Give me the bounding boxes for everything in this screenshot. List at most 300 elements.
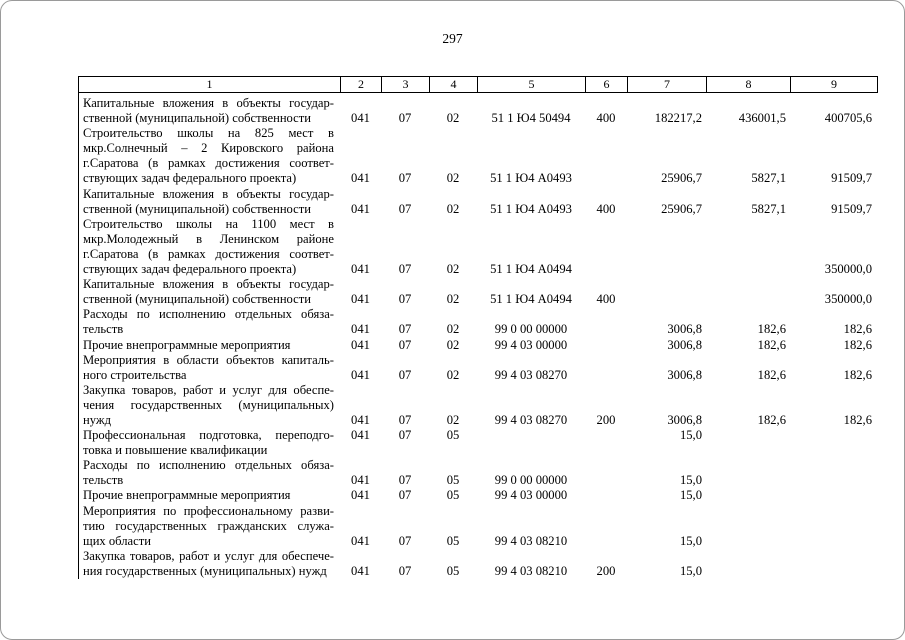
value-cell <box>585 307 627 322</box>
value-cell <box>706 443 790 458</box>
table-line <box>79 534 878 549</box>
value-cell <box>340 458 381 473</box>
value-cell <box>429 141 477 156</box>
table-body <box>78 93 878 579</box>
value-cell: 182,6 <box>843 412 872 427</box>
description-cell: Строительство школы на 1100 мест в <box>83 216 334 231</box>
table-line <box>79 277 878 292</box>
value-cell <box>627 504 706 519</box>
value-cell <box>790 519 876 534</box>
value-cell: 041 <box>351 563 370 578</box>
description-cell: Расходы по исполнению отдельных обяза- <box>83 458 334 473</box>
value-cell: 3006,8 <box>667 412 702 427</box>
value-cell <box>381 96 429 111</box>
value-cell <box>477 187 585 202</box>
value-cell: 05 <box>446 428 460 443</box>
value-cell <box>627 232 706 247</box>
description-cell: Прочие внепрограммные мероприятия <box>83 337 291 352</box>
value-cell <box>627 156 706 171</box>
value-cell <box>340 504 381 519</box>
value-cell: 400 <box>596 111 616 126</box>
value-cell <box>627 262 706 277</box>
budget-table <box>78 76 878 579</box>
value-cell <box>585 534 627 549</box>
value-cell <box>340 217 381 232</box>
value-cell <box>429 156 477 171</box>
value-cell <box>706 307 790 322</box>
value-cell <box>790 277 876 292</box>
value-cell <box>627 217 706 232</box>
table-line <box>79 413 878 428</box>
description-cell: Мероприятия в области объектов капиталь- <box>83 352 334 367</box>
value-cell: 15,0 <box>679 563 702 578</box>
value-cell <box>340 187 381 202</box>
value-cell: 51 1 Ю4 А0494 <box>490 292 572 307</box>
value-cell <box>706 519 790 534</box>
description-cell: Строительство школы на 825 мест в <box>83 126 334 141</box>
value-cell <box>340 443 381 458</box>
value-cell <box>585 126 627 141</box>
value-cell <box>585 488 627 503</box>
description-cell: Капитальные вложения в объекты государ- <box>83 96 334 110</box>
value-cell: 99 4 03 08270 <box>494 367 568 382</box>
value-cell <box>706 458 790 473</box>
value-cell: 07 <box>398 201 412 216</box>
value-cell <box>340 307 381 322</box>
value-cell <box>477 156 585 171</box>
value-cell <box>627 519 706 534</box>
description-cell: ствующих задач федерального проекта) <box>83 262 297 277</box>
value-cell: 041 <box>351 111 370 126</box>
value-cell: 05 <box>446 563 460 578</box>
value-cell: 99 4 03 00000 <box>494 488 568 503</box>
value-cell <box>340 156 381 171</box>
value-cell <box>477 443 585 458</box>
value-cell: 25906,7 <box>661 171 702 186</box>
value-cell <box>429 96 477 111</box>
description-cell: Профессиональная подготовка, переподго- <box>83 428 334 443</box>
value-cell <box>381 504 429 519</box>
value-cell <box>790 443 876 458</box>
value-cell: 182,6 <box>843 367 872 382</box>
value-cell <box>627 398 706 413</box>
value-cell <box>381 307 429 322</box>
value-cell: 07 <box>398 337 412 352</box>
value-cell: 07 <box>398 488 412 503</box>
value-cell <box>790 353 876 368</box>
value-cell <box>627 307 706 322</box>
value-cell: 07 <box>398 367 412 382</box>
value-cell <box>706 383 790 398</box>
description-cell: товка и повышение квалификации <box>83 443 268 458</box>
value-cell <box>585 473 627 488</box>
value-cell <box>429 398 477 413</box>
value-cell: 041 <box>351 473 370 488</box>
description-cell: ствующих задач федерального проекта) <box>83 171 297 186</box>
description-cell: г.Саратова (в рамках достижения соответ- <box>83 156 334 171</box>
value-cell <box>790 488 876 503</box>
value-cell <box>706 534 790 549</box>
value-cell: 07 <box>398 428 412 443</box>
value-cell <box>706 549 790 564</box>
value-cell <box>790 187 876 202</box>
value-cell: 5827,1 <box>751 201 786 216</box>
value-cell <box>381 443 429 458</box>
header-cell: 6 <box>586 77 628 92</box>
value-cell <box>429 307 477 322</box>
value-cell: 02 <box>446 171 460 186</box>
value-cell <box>585 322 627 337</box>
value-cell <box>429 247 477 262</box>
value-cell <box>477 277 585 292</box>
description-cell: тию государственных гражданских служа- <box>83 518 334 533</box>
value-cell <box>585 96 627 111</box>
table-line <box>79 322 878 337</box>
value-cell <box>381 247 429 262</box>
value-cell: 51 1 Ю4 А0494 <box>490 262 572 277</box>
table-line <box>79 247 878 262</box>
description-cell: мкр.Солнечный – 2 Кировского района <box>83 141 334 156</box>
value-cell <box>585 187 627 202</box>
description-cell: Закупка товаров, работ и услуг для обеспе- <box>83 382 334 397</box>
value-cell <box>627 443 706 458</box>
value-cell: 91509,7 <box>831 171 872 186</box>
value-cell: 041 <box>351 292 370 307</box>
value-cell <box>627 277 706 292</box>
value-cell: 07 <box>398 111 412 126</box>
value-cell <box>340 549 381 564</box>
description-cell: ственной (муниципальной) собственности <box>83 292 311 307</box>
value-cell: 05 <box>446 533 460 548</box>
value-cell <box>585 504 627 519</box>
value-cell <box>627 353 706 368</box>
value-cell <box>627 141 706 156</box>
description-cell: ственной (муниципальной) собственности <box>83 201 311 216</box>
header-cell: 7 <box>628 77 707 92</box>
value-cell <box>381 277 429 292</box>
value-cell: 041 <box>351 171 370 186</box>
value-cell <box>706 156 790 171</box>
description-cell: Расходы по исполнению отдельных обяза- <box>83 307 334 322</box>
value-cell <box>790 247 876 262</box>
value-cell: 51 1 Ю4 А0493 <box>490 201 572 216</box>
value-cell: 91509,7 <box>831 201 872 216</box>
table-header <box>78 76 878 93</box>
value-cell: 15,0 <box>679 533 702 548</box>
value-cell: 350000,0 <box>824 262 872 277</box>
value-cell: 07 <box>398 533 412 548</box>
value-cell <box>627 96 706 111</box>
description-cell: нужд <box>83 412 111 427</box>
value-cell <box>340 96 381 111</box>
value-cell: 041 <box>351 488 370 503</box>
value-cell <box>429 443 477 458</box>
value-cell <box>477 353 585 368</box>
value-cell <box>706 292 790 307</box>
value-cell <box>790 428 876 443</box>
value-cell <box>381 398 429 413</box>
value-cell <box>585 141 627 156</box>
value-cell <box>477 549 585 564</box>
value-cell <box>627 247 706 262</box>
value-cell <box>790 126 876 141</box>
table-line <box>79 368 878 383</box>
value-cell <box>429 504 477 519</box>
value-cell <box>340 247 381 262</box>
value-cell <box>381 187 429 202</box>
value-cell: 15,0 <box>679 473 702 488</box>
value-cell <box>790 96 876 111</box>
value-cell <box>706 428 790 443</box>
value-cell <box>340 383 381 398</box>
value-cell <box>790 534 876 549</box>
table-line <box>79 504 878 519</box>
value-cell <box>790 141 876 156</box>
header-cell: 9 <box>831 77 837 91</box>
value-cell: 3006,8 <box>667 367 702 382</box>
table-line <box>79 473 878 488</box>
value-cell: 400 <box>596 201 616 216</box>
value-cell: 200 <box>596 563 616 578</box>
description-cell: щих области <box>83 533 151 548</box>
value-cell: 02 <box>446 111 460 126</box>
value-cell <box>585 443 627 458</box>
header-cell: 4 <box>430 77 478 92</box>
value-cell: 182,6 <box>757 322 786 337</box>
value-cell <box>477 519 585 534</box>
value-cell <box>585 247 627 262</box>
value-cell <box>585 171 627 186</box>
table-line <box>79 519 878 534</box>
description-cell: г.Саратова (в рамках достижения соответ- <box>83 246 334 261</box>
value-cell: 99 0 00 00000 <box>494 473 568 488</box>
value-cell <box>706 564 790 579</box>
value-cell: 51 1 Ю4 А0493 <box>490 171 572 186</box>
value-cell <box>706 126 790 141</box>
value-cell <box>585 338 627 353</box>
value-cell <box>340 353 381 368</box>
table-line <box>79 126 878 141</box>
table-line <box>79 262 878 277</box>
value-cell <box>706 488 790 503</box>
description-cell: тельств <box>83 322 124 337</box>
value-cell: 041 <box>351 262 370 277</box>
value-cell <box>429 187 477 202</box>
value-cell <box>627 126 706 141</box>
value-cell <box>477 141 585 156</box>
value-cell: 041 <box>351 201 370 216</box>
value-cell <box>706 277 790 292</box>
value-cell <box>477 126 585 141</box>
value-cell <box>429 383 477 398</box>
value-cell: 02 <box>446 292 460 307</box>
value-cell <box>585 428 627 443</box>
value-cell <box>706 96 790 111</box>
value-cell: 02 <box>446 412 460 427</box>
value-cell: 07 <box>398 563 412 578</box>
value-cell: 182,6 <box>843 337 872 352</box>
header-cell: 2 <box>341 77 382 92</box>
value-cell: 182,6 <box>757 412 786 427</box>
value-cell <box>585 156 627 171</box>
value-cell <box>627 187 706 202</box>
description-cell: Мероприятия по профессиональному разви- <box>83 503 334 518</box>
value-cell <box>790 398 876 413</box>
value-cell <box>381 141 429 156</box>
value-cell <box>627 383 706 398</box>
value-cell: 436001,5 <box>738 111 786 126</box>
value-cell <box>627 549 706 564</box>
table-line <box>79 564 878 579</box>
value-cell <box>340 141 381 156</box>
value-cell <box>585 383 627 398</box>
value-cell <box>477 383 585 398</box>
value-cell <box>381 383 429 398</box>
value-cell <box>790 307 876 322</box>
table-line <box>79 292 878 307</box>
table-line <box>79 217 878 232</box>
value-cell <box>585 277 627 292</box>
value-cell: 15,0 <box>679 428 702 443</box>
description-cell: Капитальные вложения в объекты государ- <box>83 277 334 292</box>
value-cell <box>706 398 790 413</box>
value-cell <box>477 504 585 519</box>
value-cell: 15,0 <box>679 488 702 503</box>
value-cell <box>790 504 876 519</box>
description-cell: ния государственных (муниципальных) нужд <box>83 563 327 578</box>
value-cell <box>429 458 477 473</box>
value-cell: 07 <box>398 262 412 277</box>
value-cell <box>790 217 876 232</box>
header-cell: 3 <box>382 77 430 92</box>
value-cell: 182,6 <box>843 322 872 337</box>
description-cell: чения государственных (муниципальных) <box>83 397 334 412</box>
value-cell: 07 <box>398 322 412 337</box>
value-cell <box>585 262 627 277</box>
value-cell <box>706 247 790 262</box>
value-cell: 400 <box>596 292 616 307</box>
value-cell: 02 <box>446 262 460 277</box>
table-line <box>79 111 878 126</box>
value-cell: 350000,0 <box>824 292 872 307</box>
value-cell: 041 <box>351 412 370 427</box>
value-cell <box>340 398 381 413</box>
value-cell <box>790 458 876 473</box>
value-cell <box>706 504 790 519</box>
table-line <box>79 187 878 202</box>
table-line <box>79 202 878 217</box>
value-cell: 5827,1 <box>751 171 786 186</box>
header-cell: 1 <box>79 77 341 92</box>
value-cell <box>627 292 706 307</box>
table-line <box>79 338 878 353</box>
value-cell <box>340 519 381 534</box>
value-cell <box>790 383 876 398</box>
value-cell: 3006,8 <box>667 322 702 337</box>
description-cell: Прочие внепрограммные мероприятия <box>83 488 291 503</box>
value-cell <box>340 126 381 141</box>
value-cell: 07 <box>398 412 412 427</box>
value-cell: 51 1 Ю4 50494 <box>491 111 571 126</box>
value-cell <box>790 473 876 488</box>
description-cell: мкр.Молодежный в Ленинском районе <box>83 231 334 246</box>
table-line <box>79 383 878 398</box>
value-cell: 182,6 <box>757 367 786 382</box>
value-cell <box>477 428 585 443</box>
value-cell: 3006,8 <box>667 337 702 352</box>
page-number: 297 <box>442 31 463 46</box>
table-line <box>79 232 878 247</box>
value-cell <box>585 232 627 247</box>
value-cell <box>429 217 477 232</box>
value-cell <box>381 549 429 564</box>
value-cell <box>381 353 429 368</box>
value-cell <box>790 564 876 579</box>
value-cell <box>585 458 627 473</box>
value-cell <box>706 353 790 368</box>
value-cell: 02 <box>446 337 460 352</box>
table-line <box>79 171 878 186</box>
value-cell <box>340 232 381 247</box>
value-cell <box>477 217 585 232</box>
table-line <box>79 458 878 473</box>
value-cell <box>477 96 585 111</box>
value-cell: 182,6 <box>757 337 786 352</box>
value-cell <box>381 217 429 232</box>
value-cell <box>477 458 585 473</box>
value-cell: 02 <box>446 322 460 337</box>
value-cell <box>477 307 585 322</box>
value-cell: 041 <box>351 322 370 337</box>
description-cell: Капитальные вложения в объекты государ- <box>83 186 334 201</box>
table-line <box>79 141 878 156</box>
description-cell: Закупка товаров, работ и услуг для обеспече- <box>83 548 334 563</box>
value-cell: 05 <box>446 488 460 503</box>
value-cell <box>477 247 585 262</box>
table-line <box>79 443 878 458</box>
value-cell: 041 <box>351 428 370 443</box>
value-cell: 99 4 03 08210 <box>494 533 568 548</box>
value-cell: 400705,6 <box>824 111 872 126</box>
value-cell <box>790 549 876 564</box>
header-cell: 5 <box>478 77 586 92</box>
value-cell <box>429 353 477 368</box>
value-cell: 02 <box>446 201 460 216</box>
value-cell <box>585 368 627 383</box>
value-cell <box>706 473 790 488</box>
value-cell <box>585 398 627 413</box>
value-cell <box>790 156 876 171</box>
value-cell: 041 <box>351 367 370 382</box>
table-line <box>79 353 878 368</box>
value-cell <box>706 217 790 232</box>
value-cell <box>585 519 627 534</box>
description-cell: ного строительства <box>83 367 187 382</box>
value-cell <box>477 232 585 247</box>
table-line <box>79 96 878 111</box>
header-cell: 8 <box>707 77 791 92</box>
table-line <box>79 428 878 443</box>
value-cell <box>706 262 790 277</box>
value-cell: 07 <box>398 292 412 307</box>
table-line <box>79 549 878 564</box>
value-cell <box>790 232 876 247</box>
value-cell: 02 <box>446 367 460 382</box>
value-cell: 200 <box>596 412 616 427</box>
value-cell <box>429 126 477 141</box>
table-line <box>79 488 878 503</box>
value-cell: 041 <box>351 337 370 352</box>
